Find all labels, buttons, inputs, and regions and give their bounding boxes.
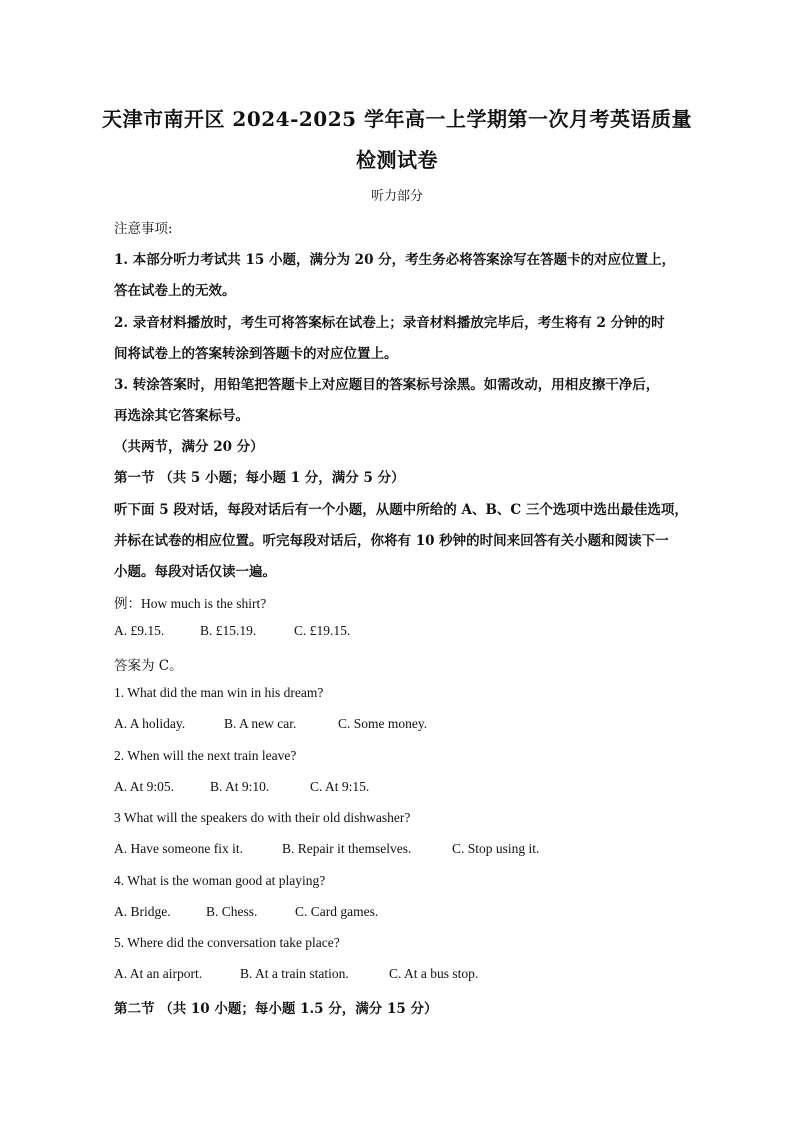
q1-option-a: A. A holiday. — [114, 716, 186, 731]
question-3-options — [114, 841, 539, 857]
q3-option-a: A. Have someone fix it. — [114, 841, 243, 856]
q3-option-b: B. Repair it themselves. — [282, 841, 412, 856]
exam-title-line2: 检测试卷 — [356, 148, 438, 172]
question-4-options — [114, 904, 378, 920]
q4-option-c: C. Card games. — [295, 904, 379, 919]
example-option-a: A. £9.15. — [114, 623, 165, 638]
example-question: 例：How much is the shirt? — [114, 596, 267, 611]
note-2-line2: 间将试卷上的答案转涂到答题卡的对应位置上。 — [114, 346, 398, 362]
q3-option-c: C. Stop using it. — [452, 841, 540, 856]
question-1-options — [114, 716, 427, 732]
note-3-line1: 3. 转涂答案时，用铅笔把答题卡上对应题目的答案标号涂黑。如需改动，用相皮擦干净后， — [114, 377, 660, 393]
question-1: 1. What did the man win in his dream? — [114, 685, 324, 700]
question-2-options — [114, 779, 369, 795]
example-option-b: B. £15.19. — [200, 623, 257, 638]
question-4: 4. What is the woman good at playing? — [114, 873, 326, 888]
q4-option-b: B. Chess. — [206, 904, 258, 919]
example-option-c: C. £19.15. — [294, 623, 351, 638]
part1-instruction-line1: 听下面 5 段对话，每段对话后有一个小题，从题中所给的 A、B、C 三个选项中选出最佳选项， — [114, 502, 688, 518]
total-note: （共两节，满分 20 分） — [114, 439, 264, 455]
part1-instruction-line3: 小题。每段对话仅读一遍。 — [114, 564, 276, 580]
q1-option-b: B. A new car. — [224, 716, 297, 731]
q1-option-c: C. Some money. — [338, 716, 428, 731]
question-2: 2. When will the next train leave? — [114, 748, 297, 763]
question-5: 5. Where did the conversation take place? — [114, 935, 340, 950]
example-options — [114, 623, 350, 639]
q2-option-c: C. At 9:15. — [310, 779, 370, 794]
part2-header: 第二节 （共 10 小题；每小题 1.5 分，满分 15 分） — [114, 1001, 438, 1017]
exam-title-line1: 天津市南开区 2024-2025 学年高一上学期第一次月考英语质量 — [101, 107, 693, 131]
section-heading: 听力部分 — [370, 189, 423, 204]
notice-label: 注意事项: — [114, 221, 173, 237]
example-answer: 答案为 C。 — [114, 658, 183, 674]
q5-option-c: C. At a bus stop. — [389, 966, 479, 981]
note-2-line1: 2. 录音材料播放时，考生可将答案标在试卷上；录音材料播放完毕后，考生将有 2 分钟的时 — [114, 315, 665, 331]
q5-option-a: A. At an airport. — [114, 966, 203, 981]
question-3: 3 What will the speakers do with their old dishwasher? — [114, 810, 411, 825]
part1-header: 第一节 （共 5 小题；每小题 1 分，满分 5 分） — [114, 470, 405, 486]
part1-instruction-line2: 并标在试卷的相应位置。听完每段对话后，你将有 10 秒钟的时间来回答有关小题和阅读下一 — [114, 533, 669, 549]
question-5-options — [114, 966, 478, 982]
note-1-line1: 1. 本部分听力考试共 15 小题，满分为 20 分，考生务必将答案涂写在答题卡的对应位置上， — [114, 252, 676, 268]
note-1-line2: 答在试卷上的无效。 — [114, 283, 236, 299]
q2-option-a: A. At 9:05. — [114, 779, 175, 794]
q2-option-b: B. At 9:10. — [210, 779, 270, 794]
q5-option-b: B. At a train station. — [240, 966, 349, 981]
note-3-line2: 再选涂其它答案标号。 — [114, 408, 249, 424]
q4-option-a: A. Bridge. — [114, 904, 171, 919]
